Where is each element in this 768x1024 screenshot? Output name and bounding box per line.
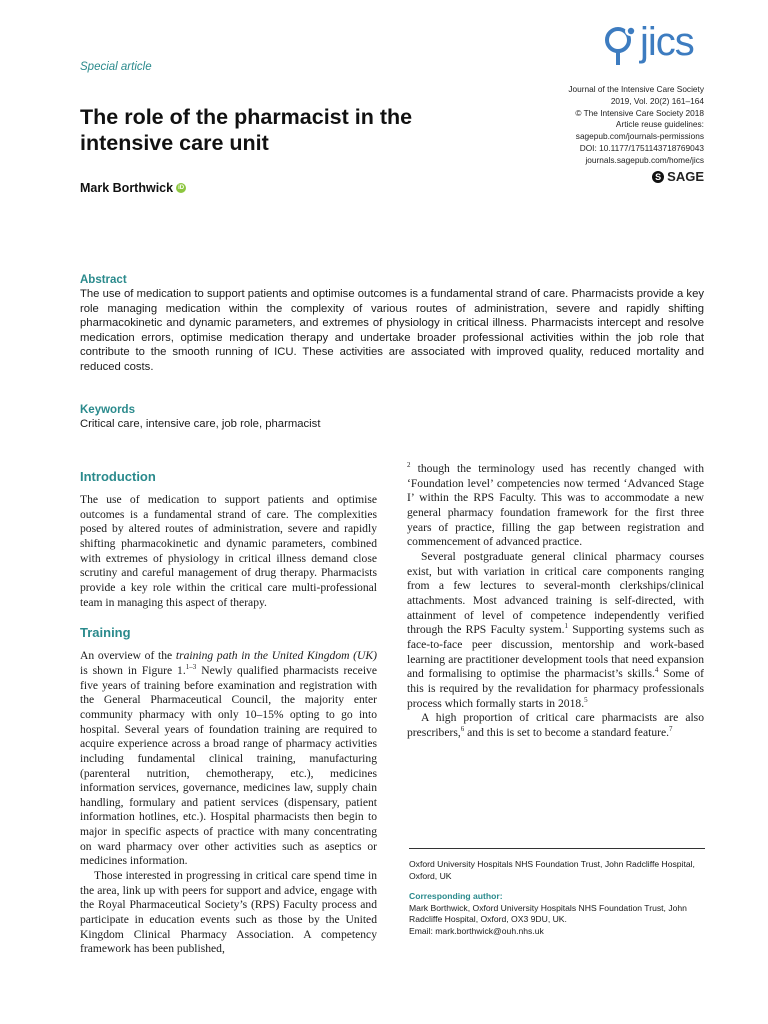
logo-wordmark: jics (640, 20, 694, 64)
body-column-left (80, 469, 377, 957)
article-title: The role of the pharmacist in the intensive care unit (80, 105, 413, 155)
citation[interactable]: 1–3 (185, 663, 197, 672)
training-paragraph-2: Those interested in progressing in critical care spend time in the area, link up with peers for support and advice, engage with the Royal Pharmaceutical Society’s (RPS) Faculty process and participate in education events such as those by the United Kingdom Clinical Pharmacy Association. A competency framework has been published, (80, 869, 377, 956)
citation[interactable]: 2 (407, 461, 411, 470)
citation[interactable]: 1 (564, 622, 569, 631)
jics-logo-icon (604, 24, 644, 68)
corresponding-email[interactable]: Email: mark.borthwick@ouh.nhs.uk (409, 925, 544, 936)
keywords-heading: Keywords (80, 404, 135, 416)
journal-info (474, 84, 704, 185)
training-paragraph-1: An overview of the training path in the United Kingdom (UK) is shown in Figure 1.$^{1-3}$ Newly qualified pharmacists receive five years of training before examination and registration with the General Pharmaceutical Council, the majority enter community pharmacy with only 10–15% opting to go into hospital. Several years of foundation training are required to acquire experience across a broad range of pharmacy activities including fundamental clinical training, manufacturing (parenteral nutrition, chemotherapy, etc.), medicines information services, governance, medicines law, supply chain handling, formulary and patient services (dispensary, patient information hotlines, etc.). Hospital pharmacists then begin to major in specific aspects of practice with many concentrating on ward pharmacy over other activities such as aseptics or medicines information. (80, 649, 377, 868)
corresponding-address: Mark Borthwick, Oxford University Hospitals NHS Foundation Trust, John Radcliffe Hospital, Oxford, OX3 9DU, UK. (409, 902, 687, 925)
figure-reference-text: training path in the United Kingdom (UK) (175, 649, 377, 663)
introduction-paragraph: The use of medication to support patients and optimise outcomes is a fundamental strand of care. The complexities posed by altered routes of administration, severe and rapidly shifting pharmacokinetic and dynamic parameters, combined with extremes of physiology in critical illness demand close scrutiny and careful management of drug therapy. Pharmacists provide a key role within the critical care multi-professional team in managing this aspect of therapy. (80, 493, 377, 609)
journal-logo (604, 20, 708, 68)
keywords-text: Critical care, intensive care, job role, pharmacist (80, 418, 321, 430)
doi[interactable]: DOI: 10.1177/1751143718769043 (579, 142, 704, 153)
abstract-heading: Abstract (80, 274, 127, 286)
abstract-text: The use of medication to support patients and optimise outcomes is a fundamental strand of care. Pharmacists provide a key role managing medication within the complexity of various routes of administration, severe and rapidly shifting pharmacokinetic and dynamic parameters, and extremes of physiology in critical illness. Pharmacists intercept and resolve medication errors, optimise medication therapy and undertake broader professional activities within the job role that contribute to the smooth running of ICU. These activities are associated with improved quality, reduced mortality and reduced costs. (80, 288, 704, 373)
journal-volume: 2019, Vol. 20(2) 161–164 (610, 95, 704, 106)
corresponding-heading: Corresponding author: (409, 891, 503, 902)
publisher-name: SAGE (667, 168, 704, 184)
body-column-right (407, 462, 704, 740)
citation[interactable]: 7 (669, 724, 673, 733)
citation[interactable]: 4 (654, 666, 659, 675)
sage-logo-icon: S (652, 171, 664, 183)
publisher-logo (474, 169, 704, 185)
permissions-link[interactable]: sagepub.com/journals-permissions (575, 131, 704, 142)
affiliation-block (409, 848, 705, 938)
introduction-heading: Introduction (80, 469, 156, 484)
affiliation: Oxford University Hospitals NHS Foundation Trust, John Radcliffe Hospital, Oxford, UK (409, 859, 695, 881)
journal-name: Journal of the Intensive Care Society (568, 84, 704, 94)
copyright: © The Intensive Care Society 2018 (575, 107, 704, 118)
citation[interactable]: 6 (460, 724, 465, 733)
reuse-label: Article reuse guidelines: (615, 119, 704, 130)
training-paragraph-4: A high proportion of critical care pharmacists are also prescribers,$^6$ and this is set to become a standard feature.$^7$ (407, 711, 704, 739)
author-name: Mark Borthwick (80, 181, 174, 195)
section-label: Special article (80, 61, 152, 73)
orcid-icon[interactable]: iD (178, 185, 185, 191)
author-line (80, 181, 186, 195)
training-paragraph-2-cont: $^2$ though the terminology used has recently changed with ‘Foundation level’ competencies now termed ‘Advanced Stage I’ within the RPS Faculty. This was to accommodate a new general pharmacy foundation framework for the first three years of practice, filling the gap between registration and commencement of advanced practice. (407, 461, 704, 549)
training-paragraph-3: Several postgraduate general clinical pharmacy courses exist, but with variation in critical care components ranging from a few lectures to several-month clerkships/clinical attachments. Most advanced training is self-directed, with attainment of level of competence independently verified through the RPS Faculty system.$^1$ Supporting systems such as face-to-face peer discussion, mentorship and work-based learning are practitioner development tools that need expansion and formalising to optimise the pharmacist’s skills.$^4$ Some of this is required by the revalidation for pharmacy professionals process which formally starts in 2018.$^5$ (407, 549, 704, 710)
journal-homepage-link[interactable]: journals.sagepub.com/home/jics (585, 154, 704, 165)
training-heading: Training (80, 625, 131, 641)
citation[interactable]: 5 (584, 695, 588, 704)
